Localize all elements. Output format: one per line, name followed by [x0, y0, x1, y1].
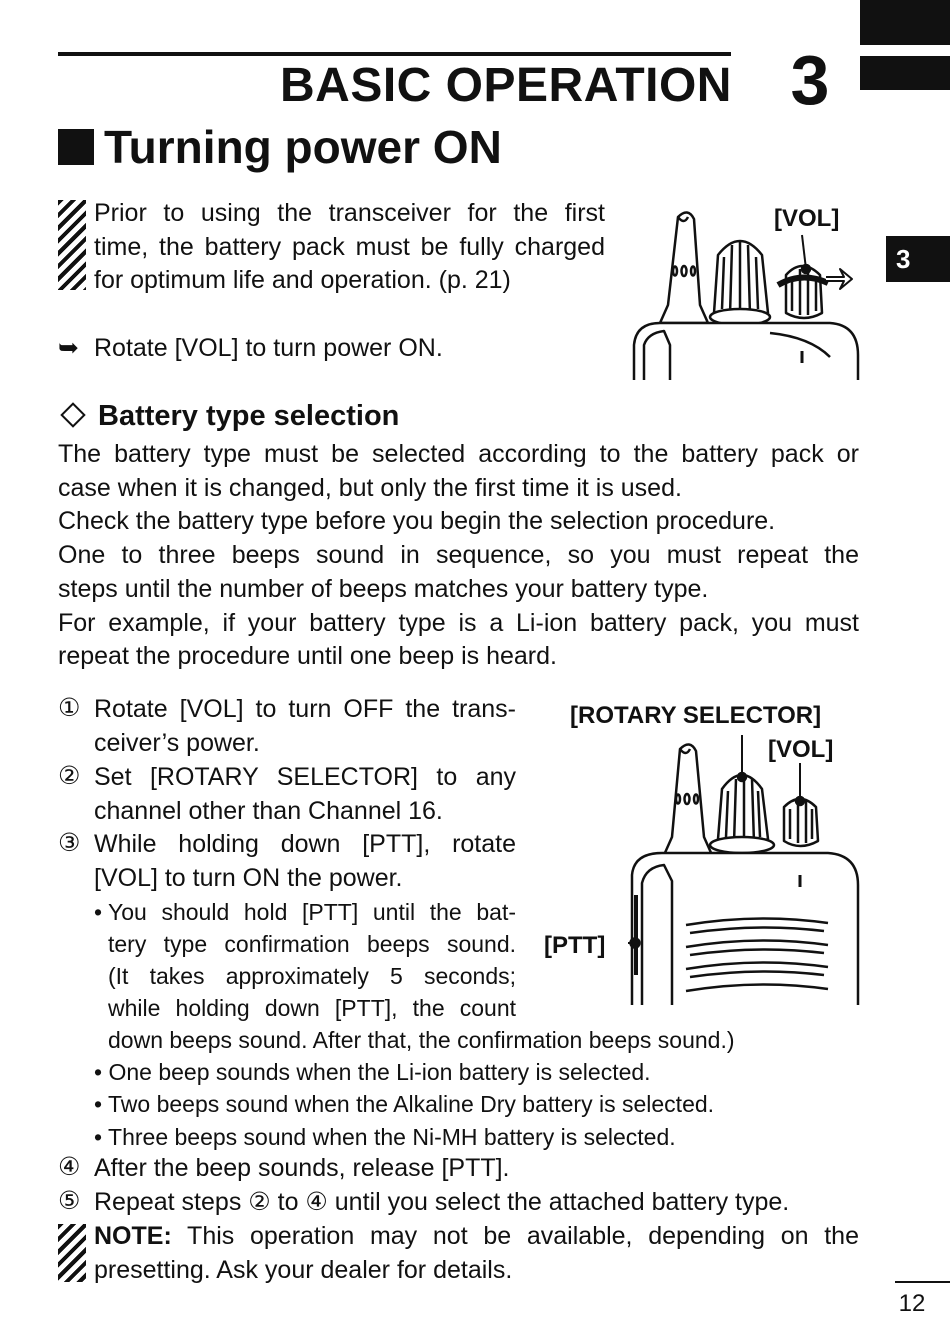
page-number: 12 [898, 1290, 926, 1317]
bullet-line: while holding down [PTT], the count [108, 995, 516, 1021]
ptt-label: [PTT] [544, 932, 606, 959]
step-3-bullet [108, 896, 735, 1056]
footer-rule [895, 1281, 950, 1283]
dealer-note [94, 1220, 859, 1287]
bullet-text: Two beeps sound when the Alkaline Dry battery is selected. [108, 1091, 715, 1117]
caution-hatch-icon [58, 200, 86, 290]
bullet-text: Three beeps sound when the Ni-MH battery is selected. [108, 1124, 676, 1150]
step-3 [94, 828, 516, 895]
radio-front-illustration [628, 735, 862, 1005]
bullet-line: down beeps sound. After that, the confirmation beeps sound.) [108, 1027, 735, 1053]
paragraph-line: case when it is changed, but only the first time it is used. [58, 473, 682, 502]
side-chapter-tab: 3 [886, 236, 950, 282]
note-line: Prior to using the transceiver for the first [94, 199, 605, 227]
arrow-icon: ➥ [58, 334, 79, 362]
step-line: Rotate [VOL] to turn OFF the trans- [94, 695, 516, 723]
rotary-selector-label: [ROTARY SELECTOR] [570, 702, 822, 729]
step-2 [94, 761, 516, 828]
note-text: presetting. Ask your dealer for details. [94, 1255, 513, 1284]
step-line: ceiver’s power. [94, 728, 260, 757]
step-number: ③ [58, 829, 81, 857]
note-hatch-icon [58, 1224, 86, 1282]
note-line: for optimum life and operation. (p. 21) [94, 266, 511, 295]
paragraph-line: For example, if your battery type is a Li-ion battery pack, you must [58, 608, 859, 637]
paragraph-line: steps until the number of beeps matches your battery type. [58, 574, 709, 603]
battery-paragraph [58, 438, 859, 674]
paragraph-line: One to three beeps sound in sequence, so you must repeat the [58, 541, 859, 570]
step-number: ② [58, 762, 81, 790]
step-number: ⑤ [58, 1187, 81, 1215]
bullet-item: • Three beeps sound when the Ni-MH battery is selected. [94, 1124, 676, 1150]
step-number: ④ [58, 1153, 81, 1181]
section-title-text: Turning power ON [104, 121, 502, 173]
power-on-instruction [58, 332, 443, 366]
step-4: After the beep sounds, release [PTT]. [94, 1154, 510, 1182]
step-5: Repeat steps ② to ④ until you select the attached battery type. [94, 1188, 790, 1216]
note-label: NOTE: [94, 1222, 172, 1250]
step-line: Set [ROTARY SELECTOR] to any [94, 763, 516, 791]
paragraph-line: repeat the procedure until one beep is heard. [58, 642, 557, 671]
vol-label: [VOL] [774, 205, 840, 232]
step-line: [VOL] to turn ON the power. [94, 863, 403, 892]
header-rule [58, 52, 731, 56]
bullet-item: • One beep sounds when the Li-ion battery is selected. [94, 1059, 651, 1085]
diamond-icon [60, 403, 85, 428]
chapter-title: BASIC OPERATION [280, 59, 732, 112]
paragraph-line: Check the battery type before you begin the selection procedure. [58, 507, 776, 536]
vol-label: [VOL] [768, 736, 834, 763]
caution-note [94, 197, 605, 298]
bullet-line: (It takes approximately 5 seconds; [108, 963, 516, 989]
step-line: channel other than Channel 16. [94, 796, 443, 825]
chapter-number: 3 [790, 41, 830, 119]
square-bullet-icon [58, 129, 94, 165]
step-line: While holding down [PTT], rotate [94, 830, 516, 858]
edge-tab [860, 0, 950, 45]
note-line: time, the battery pack must be fully charged [94, 232, 605, 261]
note-text: This operation may not be available, depending on the [171, 1222, 859, 1250]
paragraph-line: The battery type must be selected according to the battery pack or [58, 440, 859, 468]
step-1 [94, 693, 516, 760]
subsection-heading [58, 400, 399, 433]
bullet-line: You should hold [PTT] until the bat- [108, 899, 516, 925]
step-number: ① [58, 694, 81, 722]
instruction-text: Rotate [VOL] to turn power ON. [94, 334, 443, 362]
edge-tab [860, 56, 950, 90]
bullet-line: tery type confirmation beeps sound. [108, 931, 516, 957]
bullet-item: • Two beeps sound when the Alkaline Dry battery is selected. [94, 1091, 715, 1117]
bullet-dot: • [94, 899, 103, 925]
section-title [58, 120, 502, 174]
subsection-heading-text: Battery type selection [98, 400, 400, 432]
bullet-text: One beep sounds when the Li-ion battery is selected. [108, 1059, 651, 1085]
